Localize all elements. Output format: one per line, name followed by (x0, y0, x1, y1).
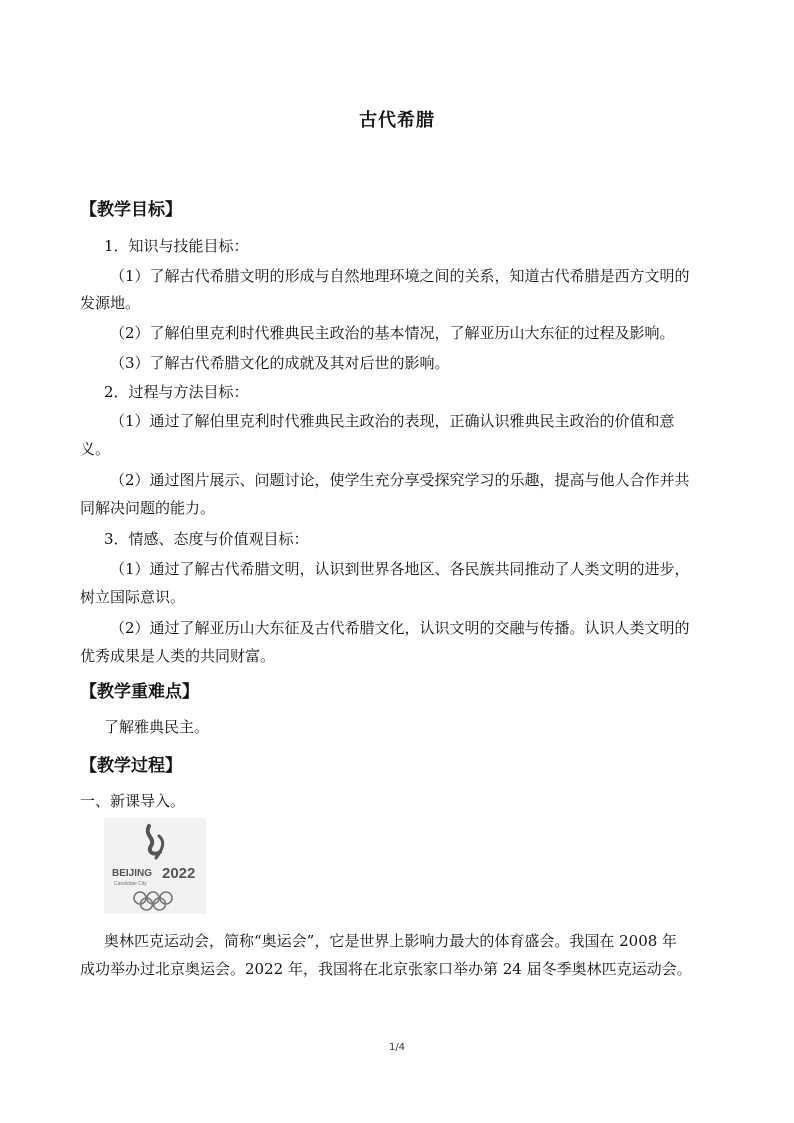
process-item-1-cont: 义。 (80, 440, 111, 458)
intro-paragraph-line-2: 成功举办过北京奥运会。2022 年，我国将在北京张家口举办第 24 届冬季奥林匹克运动会。 (80, 960, 692, 978)
page-title: 古代希腊 (359, 110, 435, 131)
dancer-stroke-mark (156, 836, 163, 858)
emotion-label: 3．情感、态度与价值观目标： (104, 530, 309, 548)
process-heading: 【教学过程】 (80, 756, 182, 776)
page-number: 1/4 (388, 1042, 406, 1053)
emotion-item-1-cont: 树立国际意识。 (80, 588, 186, 606)
knowledge-item-1-cont: 发源地。 (80, 294, 141, 312)
logo-city-text: BEIJING (112, 868, 153, 879)
key-points-text: 了解雅典民主。 (104, 718, 210, 736)
process-item-1: （1）通过了解伯里克利时代雅典民主政治的表现，正确认识雅典民主政治的价值和意 (110, 412, 675, 430)
key-points-heading: 【教学重难点】 (80, 682, 199, 702)
knowledge-item-3: （3）了解古代希腊文化的成就及其对后世的影响。 (110, 354, 450, 372)
emotion-item-2-cont: 优秀成果是人类的共同财富。 (80, 647, 276, 665)
intro-paragraph-line-1: 奥林匹克运动会，简称“奥运会”，它是世界上影响力最大的体育盛会。我国在 2008 年 (104, 932, 678, 950)
process-item-2-cont: 同解决问题的能力。 (80, 499, 216, 517)
logo-sub-text: Candidate City (114, 881, 147, 887)
objectives-heading: 【教学目标】 (80, 200, 182, 220)
beijing-2022-logo (104, 818, 206, 914)
dancer-figure-mark (148, 826, 160, 854)
logo-year-text: 2022 (162, 865, 196, 882)
knowledge-label: 1．知识与技能目标： (104, 237, 249, 255)
knowledge-item-2: （2）了解伯里克利时代雅典民主政治的基本情况，了解亚历山大东征的过程及影响。 (110, 324, 675, 342)
step-1-label: 一、新课导入。 (80, 792, 186, 810)
olympic-rings-icon (134, 892, 172, 910)
emotion-item-2: （2）通过了解亚历山大东征及古代希腊文化，认识文明的交融与传播。认识人类文明的 (110, 619, 690, 637)
emotion-item-1: （1）通过了解古代希腊文明，认识到世界各地区、各民族共同推动了人类文明的进步， (110, 560, 690, 578)
knowledge-item-1: （1）了解古代希腊文明的形成与自然地理环境之间的关系，知道古代希腊是西方文明的 (110, 267, 690, 285)
process-item-2: （2）通过图片展示、问题讨论，使学生充分享受探究学习的乐趣，提高与他人合作并共 (110, 471, 690, 489)
process-label: 2．过程与方法目标： (104, 383, 249, 401)
olympic-emblem-image (104, 818, 206, 914)
